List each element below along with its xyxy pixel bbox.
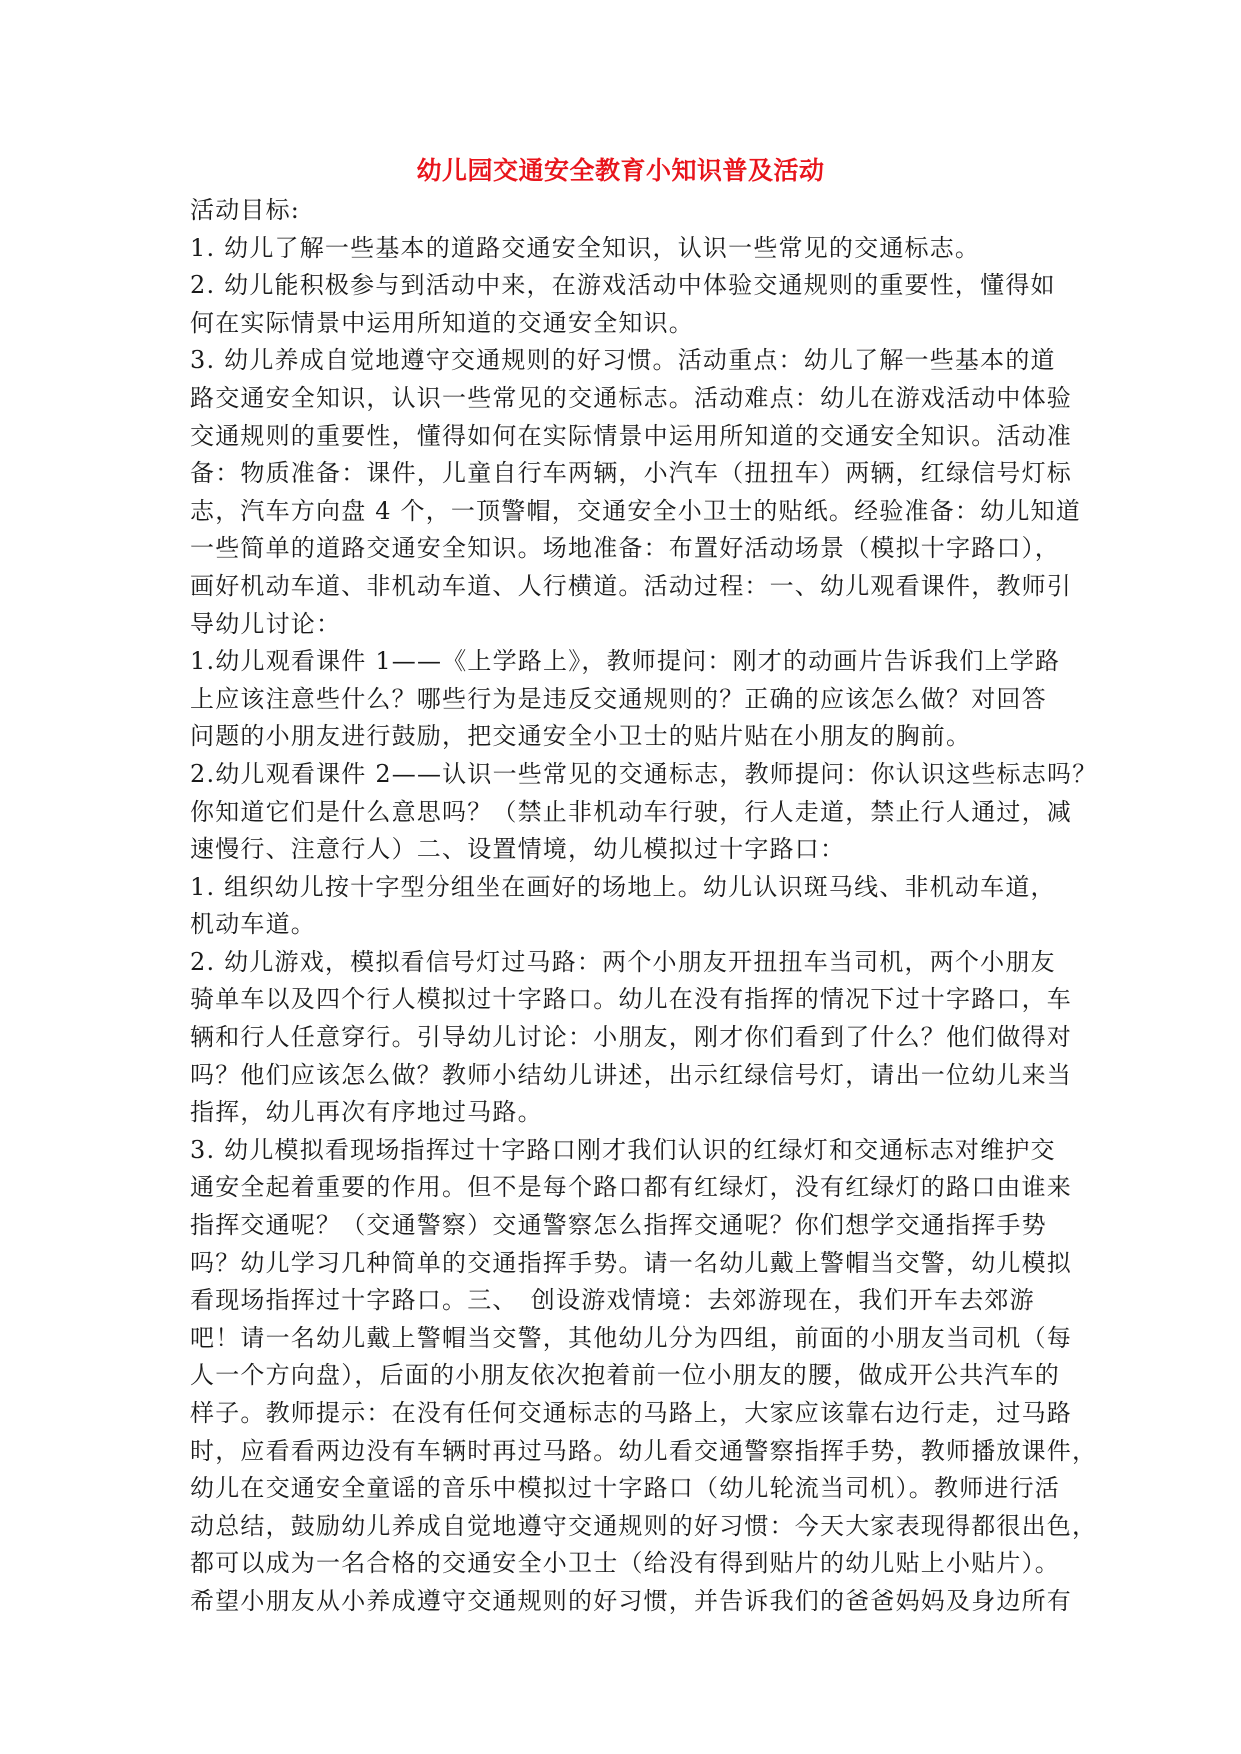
body-line: 路交通安全知识，认识一些常见的交通标志。活动难点：幼儿在游戏活动中体验: [190, 383, 1072, 412]
body-line: 问题的小朋友进行鼓励，把交通安全小卫士的贴片贴在小朋友的胸前。: [190, 722, 972, 751]
body-line: 1.幼儿观看课件 1——《上学路上》，教师提问：刚才的动画片告诉我们上学路: [190, 647, 1061, 676]
body-line: 辆和行人任意穿行。引导幼儿讨论：小朋友，刚才你们看到了什么？他们做得对: [190, 1023, 1072, 1052]
body-line: 一些简单的道路交通安全知识。场地准备：布置好活动场景（模拟十字路口），: [190, 534, 1060, 563]
body-line: 画好机动车道、非机动车道、人行横道。活动过程：一、幼儿观看课件，教师引: [190, 571, 1072, 600]
body-line: 2. 幼儿能积极参与到活动中来，在游戏活动中体验交通规则的重要性，懂得如: [190, 271, 1056, 300]
body-line: 样子。教师提示：在没有任何交通标志的马路上，大家应该靠右边行走，过马路: [190, 1399, 1072, 1427]
body-line: 幼儿在交通安全童谣的音乐中模拟过十字路口（幼儿轮流当司机）。教师进行活: [190, 1474, 1060, 1503]
body-line: 活动目标:: [190, 196, 301, 224]
body-line: 上应该注意些什么？哪些行为是违反交通规则的？正确的应该怎么做？对回答: [190, 684, 1047, 713]
body-line: 速慢行、注意行人）二、设置情境，幼儿模拟过十字路口：: [190, 835, 846, 864]
body-line: 希望小朋友从小养成遵守交通规则的好习惯，并告诉我们的爸爸妈妈及身边所有: [190, 1586, 1072, 1615]
body-line: 指挥交通呢？（交通警察）交通警察怎么指挥交通呢？你们想学交通指挥手势: [190, 1211, 1047, 1240]
body-line: 吧！请一名幼儿戴上警帽当交警，其他幼儿分为四组，前面的小朋友当司机（每: [190, 1323, 1072, 1352]
body-line: 3. 幼儿养成自觉地遵守交通规则的好习惯。活动重点：幼儿了解一些基本的道: [190, 346, 1056, 375]
body-line: 2. 幼儿游戏，模拟看信号灯过马路：两个小朋友开扭扭车当司机，两个小朋友: [190, 947, 1056, 976]
body-line: 时，应看看两边没有车辆时再过马路。幼儿看交通警察指挥手势，教师播放课件，: [190, 1436, 1098, 1465]
document-title: 幼儿园交通安全教育小知识普及活动: [416, 156, 825, 185]
body-line: 人一个方向盘），后面的小朋友依次抱着前一位小朋友的腰，做成开公共汽车的: [190, 1361, 1060, 1390]
body-line: 3. 幼儿模拟看现场指挥过十字路口刚才我们认识的红绿灯和交通标志对维护交: [190, 1135, 1056, 1164]
body-line: 1. 幼儿了解一些基本的道路交通安全知识，认识一些常见的交通标志。: [190, 233, 981, 262]
body-line: 吗？幼儿学习几种简单的交通指挥手势。请一名幼儿戴上警帽当交警，幼儿模拟: [190, 1248, 1072, 1277]
body-line: 导幼儿讨论：: [190, 609, 342, 638]
body-line: 骑单车以及四个行人模拟过十字路口。幼儿在没有指挥的情况下过十字路口，车: [190, 985, 1072, 1014]
body-line: 指挥，幼儿再次有序地过马路。: [190, 1098, 543, 1127]
body-line: 都可以成为一名合格的交通安全小卫士（给没有得到贴片的幼儿贴上小贴片）。: [190, 1549, 1060, 1578]
body-line: 2.幼儿观看课件 2——认识一些常见的交通标志，教师提问：你认识这些标志吗？: [190, 759, 1098, 788]
body-line: 你知道它们是什么意思吗？（禁止非机动车行驶，行人走道，禁止行人通过，减: [190, 797, 1072, 826]
body-line: 何在实际情景中运用所知道的交通安全知识。: [190, 308, 694, 337]
body-line: 动总结，鼓励幼儿养成自觉地遵守交通规则的好习惯：今天大家表现得都很出色，: [190, 1511, 1098, 1540]
body-line: 通安全起着重要的作用。但不是每个路口都有红绿灯，没有红绿灯的路口由谁来: [190, 1173, 1072, 1202]
body-line: 看现场指挥过十字路口。三、 创设游戏情境：去郊游现在，我们开车去郊游: [190, 1286, 1035, 1315]
body-line: 交通规则的重要性，懂得如何在实际情景中运用所知道的交通安全知识。活动准: [190, 421, 1072, 450]
body-line: 1. 组织幼儿按十字型分组坐在画好的场地上。幼儿认识斑马线、非机动车道，: [190, 872, 1056, 901]
body-line: 机动车道。: [190, 910, 316, 939]
document-body: [190, 192, 1098, 1621]
body-line: 吗？他们应该怎么做？教师小结幼儿讲述，出示红绿信号灯，请出一位幼儿来当: [190, 1060, 1072, 1089]
body-line: 备：物质准备：课件，儿童自行车两辆，小汽车（扭扭车）两辆，红绿信号灯标: [190, 459, 1072, 488]
body-line: 志，汽车方向盘 4 个，一顶警帽，交通安全小卫士的贴纸。经验准备：幼儿知道: [190, 496, 1081, 525]
